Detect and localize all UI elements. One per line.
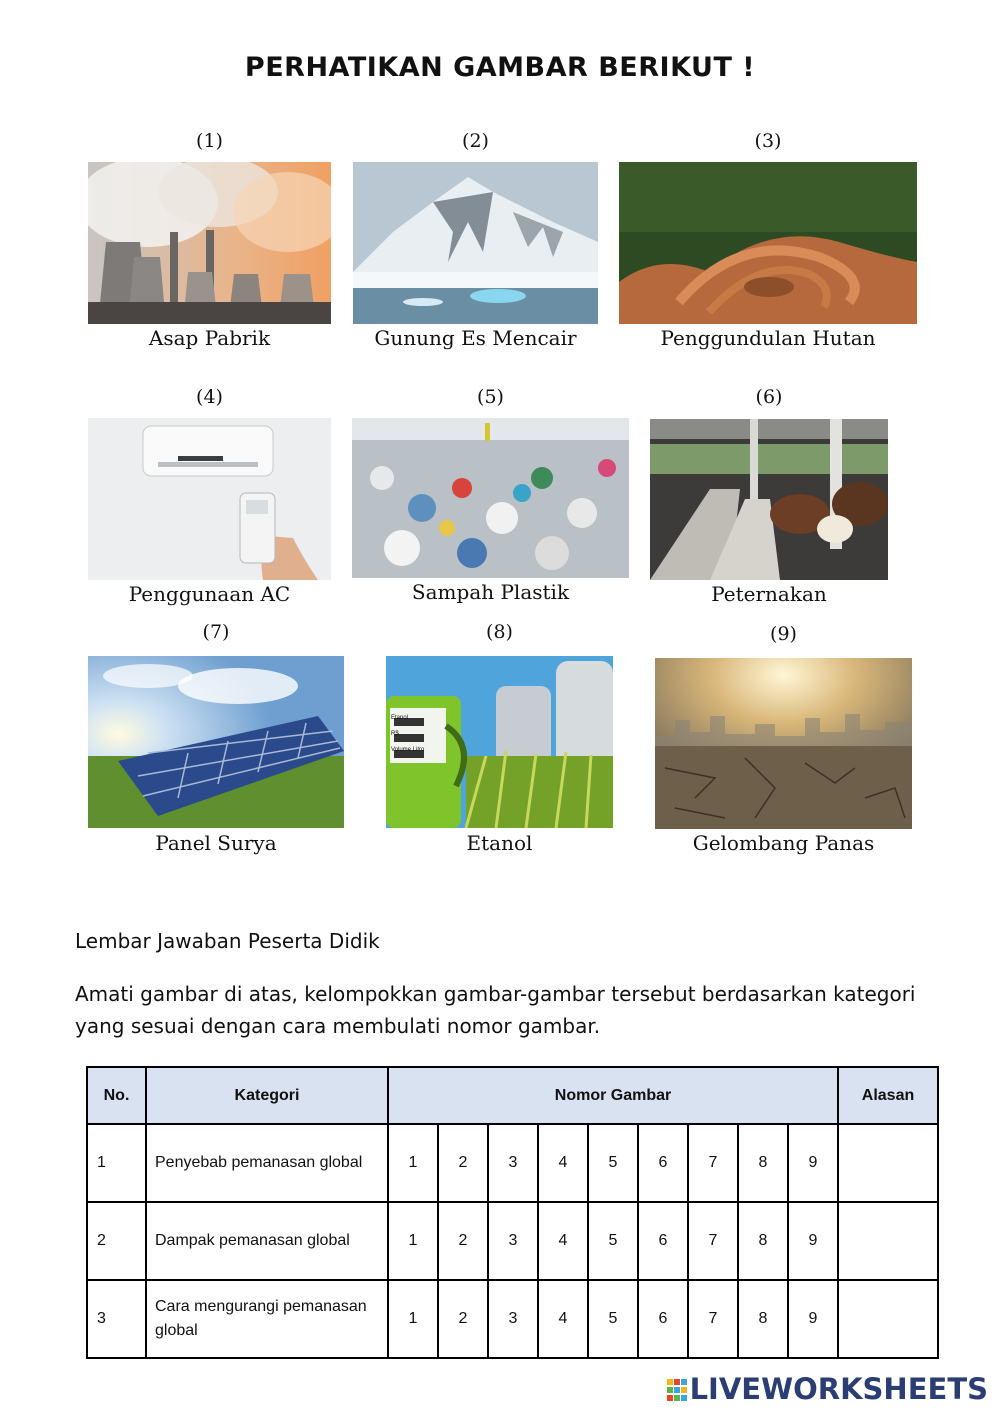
answer-table [86,1066,939,1359]
option-5[interactable]: 5 [588,1280,638,1358]
ethanol-pump-image [386,656,613,828]
figure-caption: Asap Pabrik [148,326,271,350]
figure-caption: Panel Surya [155,831,277,855]
option-9[interactable]: 9 [788,1124,838,1202]
section-title: Lembar Jawaban Peserta Didik [75,929,380,953]
figure-number: (4) [196,386,223,408]
option-7[interactable]: 7 [688,1124,738,1202]
option-4[interactable]: 4 [538,1280,588,1358]
figure-5 [352,386,629,611]
table-row [87,1124,938,1202]
option-8[interactable]: 8 [738,1124,788,1202]
option-9[interactable]: 9 [788,1202,838,1280]
figure-number: (3) [754,130,782,152]
air-conditioner-image [88,418,331,580]
header-kategori: Kategori [146,1067,388,1124]
reason-field[interactable] [838,1124,938,1202]
figure-number: (6) [755,386,783,408]
instruction-text: Amati gambar di atas, kelompokkan gambar-gambar tersebut berdasarkan kategori yang sesuai dengan cara membulati nomor gambar. [75,982,916,1038]
option-3[interactable]: 3 [488,1124,538,1202]
figure-caption: Penggunaan AC [128,582,291,606]
ethanol-meter-label: R$ [391,731,399,737]
figure-number: (5) [477,386,504,408]
option-1[interactable]: 1 [388,1124,438,1202]
figure-caption: Etanol [466,831,533,855]
option-3[interactable]: 3 [488,1202,538,1280]
option-4[interactable]: 4 [538,1124,588,1202]
header-alasan: Alasan [838,1067,938,1124]
figure-1 [88,130,331,355]
option-2[interactable]: 2 [438,1124,488,1202]
reason-field[interactable] [838,1202,938,1280]
option-5[interactable]: 5 [588,1124,638,1202]
figure-6 [650,386,888,611]
option-1[interactable]: 1 [388,1202,438,1280]
option-7[interactable]: 7 [688,1280,738,1358]
figure-number: (2) [462,130,489,152]
row-number: 2 [87,1202,146,1280]
row-category: Cara mengurangi pemanasan global [146,1280,388,1358]
solar-panel-image [88,656,344,828]
option-4[interactable]: 4 [538,1202,588,1280]
ethanol-meter-label: Volume Litro [391,747,425,753]
option-7[interactable]: 7 [688,1202,738,1280]
reason-field[interactable] [838,1280,938,1358]
figure-caption: Gelombang Panas [692,831,875,855]
option-6[interactable]: 6 [638,1280,688,1358]
figure-2 [353,130,598,355]
table-row [87,1280,938,1358]
deforestation-image [619,162,917,324]
factory-smoke-image [88,162,331,324]
figure-number: (1) [196,130,223,152]
row-category: Dampak pemanasan global [146,1202,388,1280]
figure-caption: Sampah Plastik [411,580,570,604]
option-5[interactable]: 5 [588,1202,638,1280]
table-header-row [87,1067,938,1124]
header-nomor-gambar: Nomor Gambar [388,1067,838,1124]
row-category: Penyebab pemanasan global [146,1124,388,1202]
header-no: No. [87,1067,146,1124]
option-2[interactable]: 2 [438,1202,488,1280]
figure-7 [88,621,344,861]
melting-glacier-image [353,162,598,324]
figure-4 [88,386,331,611]
plastic-waste-image [352,418,629,578]
figure-3 [619,130,917,355]
option-2[interactable]: 2 [438,1280,488,1358]
heatwave-image [655,658,912,829]
figure-number: (9) [770,623,797,645]
option-1[interactable]: 1 [388,1280,438,1358]
option-6[interactable]: 6 [638,1124,688,1202]
figure-caption: Gunung Es Mencair [374,326,577,350]
option-8[interactable]: 8 [738,1202,788,1280]
figure-caption: Penggundulan Hutan [660,326,876,350]
page-title: PERHATIKAN GAMBAR BERIKUT ! [244,52,756,83]
liveworksheets-logo-text: LIVEWORKSHEETS [689,1372,988,1406]
option-9[interactable]: 9 [788,1280,838,1358]
liveworksheets-logo [667,1372,988,1406]
row-number: 3 [87,1280,146,1358]
livestock-barn-image [650,419,888,580]
option-6[interactable]: 6 [638,1202,688,1280]
row-number: 1 [87,1124,146,1202]
figure-number: (7) [202,621,230,643]
ethanol-meter-label: Etanol [391,715,409,721]
table-row [87,1202,938,1280]
figure-9 [655,621,912,861]
figure-caption: Peternakan [711,582,827,606]
figure-8 [386,621,613,861]
option-3[interactable]: 3 [488,1280,538,1358]
figure-number: (8) [486,621,513,643]
liveworksheets-logo-icon [667,1376,687,1402]
option-8[interactable]: 8 [738,1280,788,1358]
